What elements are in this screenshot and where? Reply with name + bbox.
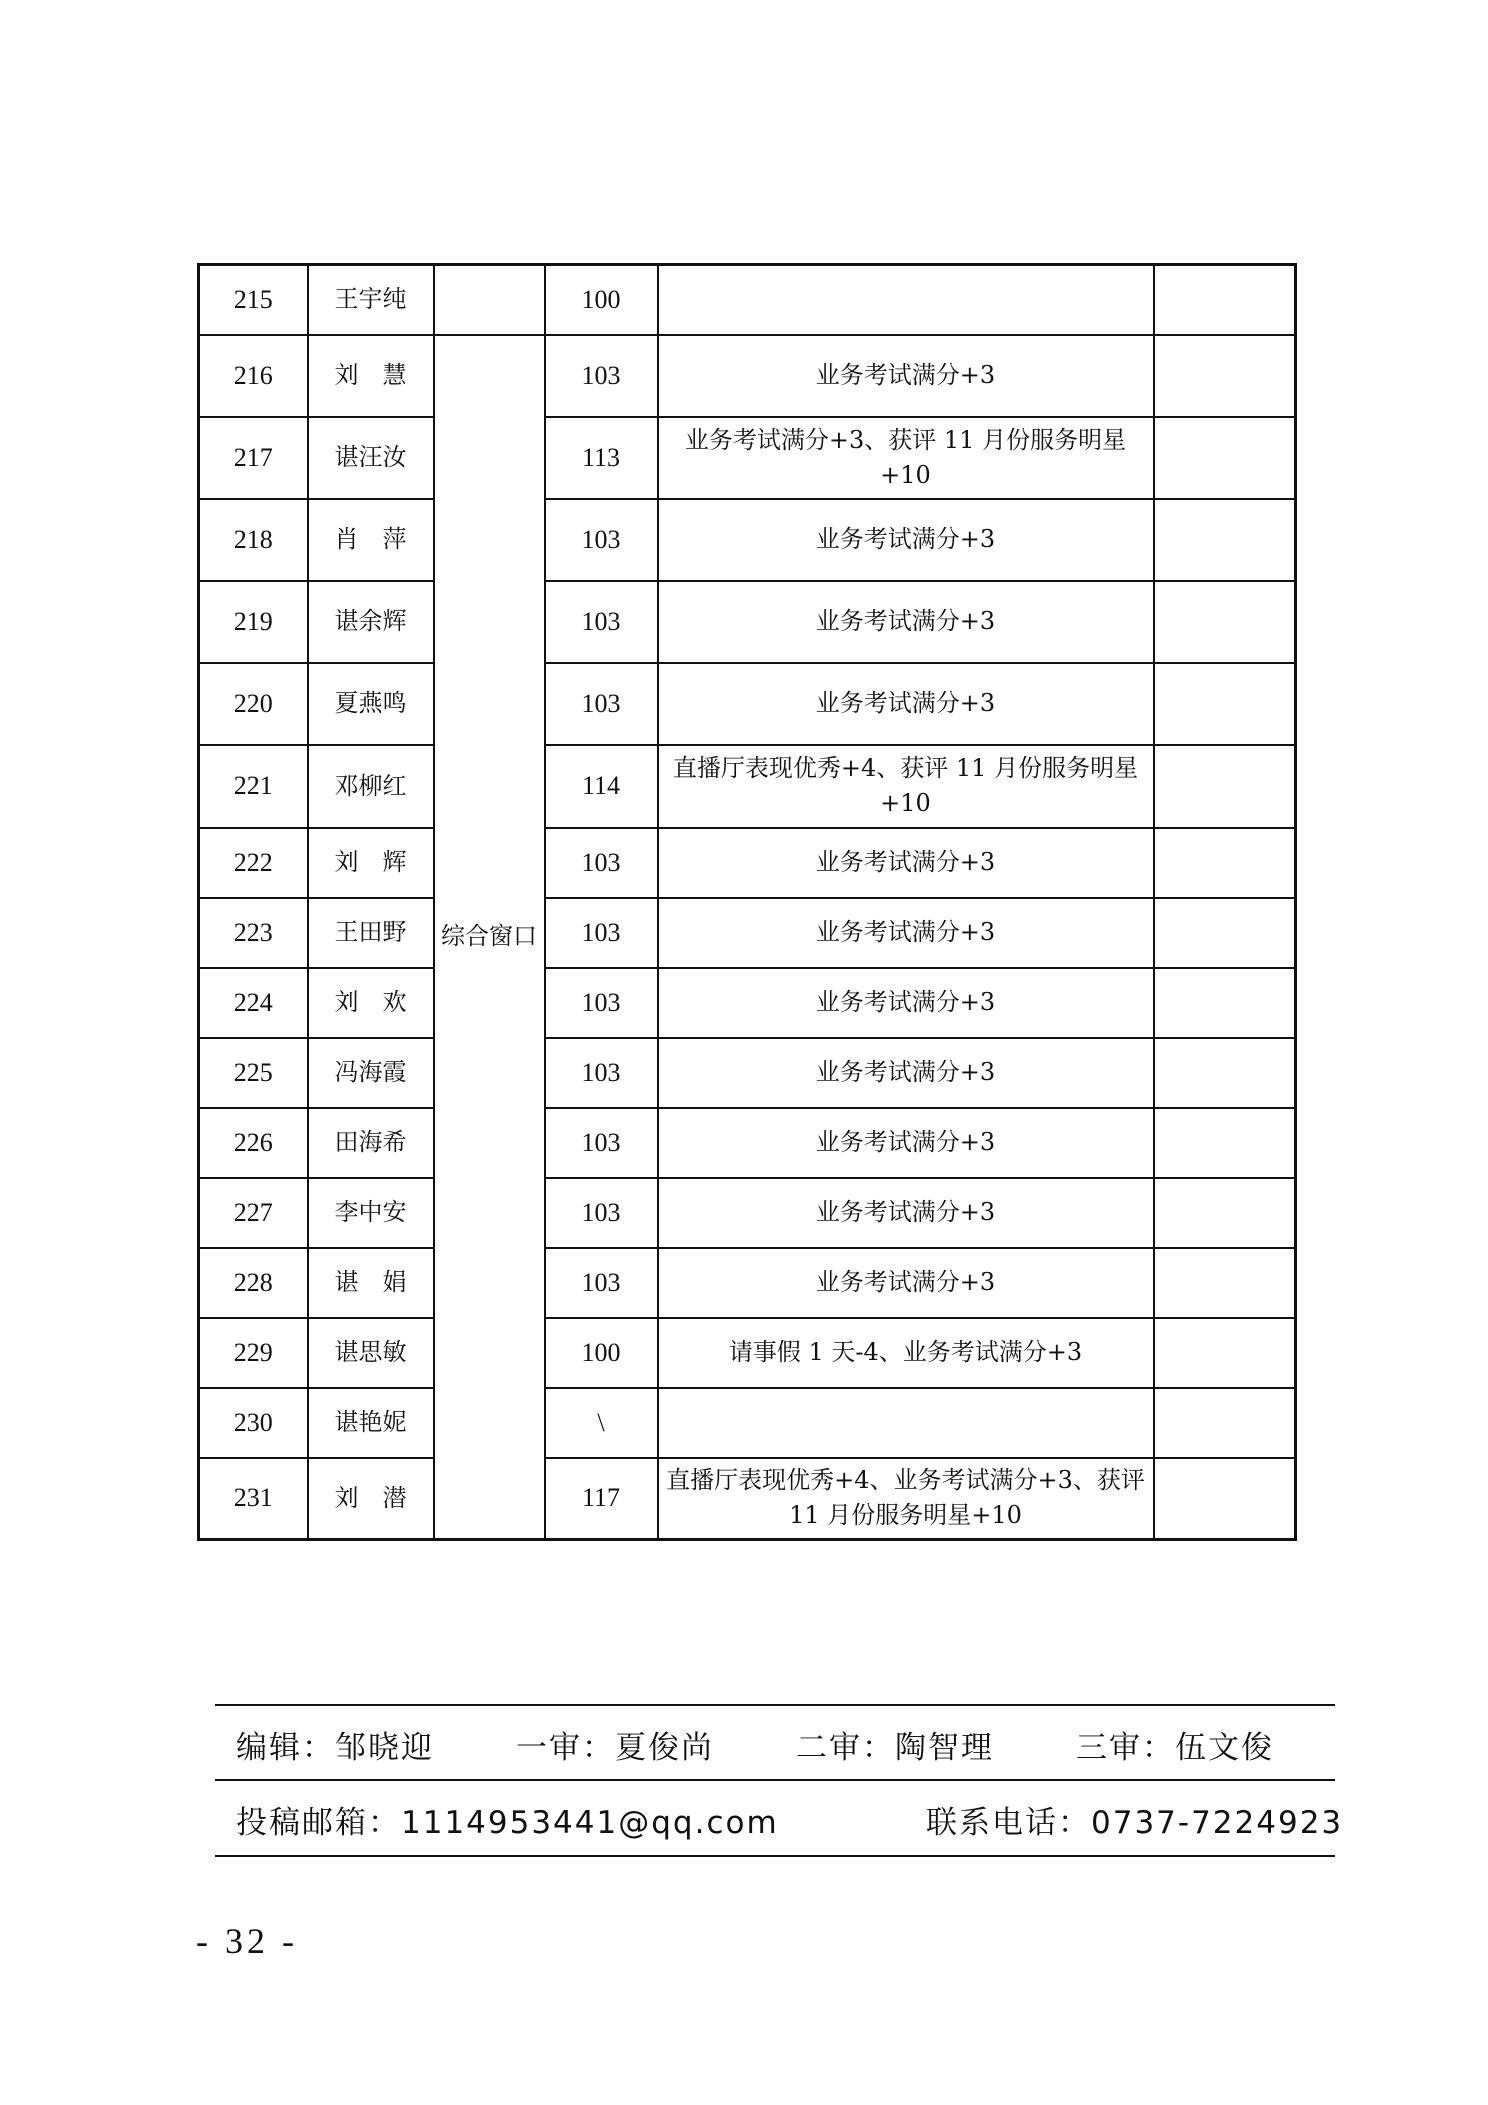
- row-name: 冯海霞: [308, 1038, 434, 1108]
- row-number: 215: [199, 265, 308, 335]
- row-note: 直播厅表现优秀+4、获评 11 月份服务明星+10: [658, 745, 1154, 828]
- row-name: 田海希: [308, 1108, 434, 1178]
- table-row: [199, 1388, 1296, 1458]
- row-note: [658, 1388, 1154, 1458]
- row-number: 218: [199, 499, 308, 581]
- row-score: 113: [545, 417, 658, 499]
- row-name: 夏燕鸣: [308, 663, 434, 745]
- row-note: 请事假 1 天-4、业务考试满分+3: [658, 1318, 1154, 1388]
- row-name: 谌 娟: [308, 1248, 434, 1318]
- row-score: \: [545, 1388, 658, 1458]
- row-name: 肖 萍: [308, 499, 434, 581]
- row-score: 103: [545, 1178, 658, 1248]
- row-number: 229: [199, 1318, 308, 1388]
- row-name: 刘 慧: [308, 335, 434, 417]
- row-number: 221: [199, 745, 308, 828]
- row-note: 业务考试满分+3: [658, 581, 1154, 663]
- row-name: 刘 辉: [308, 828, 434, 898]
- footer-phone: 联系电话：0737-7224923: [926, 1805, 1344, 1841]
- footer-second-review: 二审：陶智理: [796, 1730, 994, 1766]
- row-note: 直播厅表现优秀+4、业务考试满分+3、获评 11 月份服务明星+10: [658, 1458, 1154, 1540]
- table-row: [199, 898, 1296, 968]
- row-remark: [1154, 1248, 1296, 1318]
- row-note: 业务考试满分+3: [658, 499, 1154, 581]
- table-row: [199, 1038, 1296, 1108]
- row-score: 100: [545, 1318, 658, 1388]
- row-name: 谌思敏: [308, 1318, 434, 1388]
- row-name: 谌艳妮: [308, 1388, 434, 1458]
- row-note: 业务考试满分+3: [658, 335, 1154, 417]
- row-number: 230: [199, 1388, 308, 1458]
- row-score: 103: [545, 1248, 658, 1318]
- row-score: 103: [545, 335, 658, 417]
- row-remark: [1154, 265, 1296, 335]
- table-row: [199, 417, 1296, 499]
- row-score: 103: [545, 1108, 658, 1178]
- row-name: 王田野: [308, 898, 434, 968]
- footer-editor: 编辑：邹晓迎: [236, 1730, 434, 1766]
- row-department-empty: [434, 265, 545, 335]
- row-note: 业务考试满分+3、获评 11 月份服务明星+10: [658, 417, 1154, 499]
- footer-bottom-rule: [215, 1855, 1335, 1857]
- row-note: 业务考试满分+3: [658, 898, 1154, 968]
- row-remark: [1154, 335, 1296, 417]
- footer-third-review: 三审：伍文俊: [1076, 1730, 1274, 1766]
- row-score: 103: [545, 828, 658, 898]
- row-remark: [1154, 1178, 1296, 1248]
- table-row: [199, 1178, 1296, 1248]
- row-remark: [1154, 1318, 1296, 1388]
- row-note: 业务考试满分+3: [658, 1248, 1154, 1318]
- table-row: [199, 499, 1296, 581]
- row-number: 224: [199, 968, 308, 1038]
- page-number: - 32 -: [196, 1921, 298, 1961]
- row-note: 业务考试满分+3: [658, 663, 1154, 745]
- footer-top-rule: [215, 1704, 1335, 1706]
- row-number: 225: [199, 1038, 308, 1108]
- row-name: 刘 潜: [308, 1458, 434, 1540]
- row-remark: [1154, 417, 1296, 499]
- row-name: 王宇纯: [308, 265, 434, 335]
- row-score: 117: [545, 1458, 658, 1540]
- row-number: 216: [199, 335, 308, 417]
- row-score: 103: [545, 581, 658, 663]
- row-remark: [1154, 1388, 1296, 1458]
- row-number: 222: [199, 828, 308, 898]
- row-score: 103: [545, 1038, 658, 1108]
- table-row: [199, 1318, 1296, 1388]
- footer-first-review: 一审：夏俊尚: [516, 1730, 714, 1766]
- row-note: 业务考试满分+3: [658, 1108, 1154, 1178]
- row-remark: [1154, 1108, 1296, 1178]
- row-remark: [1154, 1038, 1296, 1108]
- row-number: 220: [199, 663, 308, 745]
- table-row: [199, 581, 1296, 663]
- row-score: 103: [545, 663, 658, 745]
- table-row: [199, 968, 1296, 1038]
- row-name: 谌汪汝: [308, 417, 434, 499]
- row-name: 刘 欢: [308, 968, 434, 1038]
- row-number: 226: [199, 1108, 308, 1178]
- table-row: [199, 1108, 1296, 1178]
- row-remark: [1154, 1458, 1296, 1540]
- row-remark: [1154, 828, 1296, 898]
- row-number: 228: [199, 1248, 308, 1318]
- table-row: [199, 745, 1296, 828]
- score-table: [197, 263, 1297, 1541]
- row-note: 业务考试满分+3: [658, 968, 1154, 1038]
- footer-middle-rule: [215, 1779, 1335, 1781]
- row-remark: [1154, 898, 1296, 968]
- department-cell: 综合窗口: [434, 335, 545, 1540]
- row-number: 227: [199, 1178, 308, 1248]
- table-row: [199, 1248, 1296, 1318]
- row-number: 217: [199, 417, 308, 499]
- footer-email: 投稿邮箱：1114953441@qq.com: [236, 1805, 779, 1841]
- row-score: 103: [545, 499, 658, 581]
- table-row: [199, 335, 1296, 417]
- row-name: 邓柳红: [308, 745, 434, 828]
- row-name: 李中安: [308, 1178, 434, 1248]
- row-number: 231: [199, 1458, 308, 1540]
- row-remark: [1154, 745, 1296, 828]
- row-note: [658, 265, 1154, 335]
- row-remark: [1154, 581, 1296, 663]
- row-note: 业务考试满分+3: [658, 828, 1154, 898]
- row-remark: [1154, 499, 1296, 581]
- row-name: 谌余辉: [308, 581, 434, 663]
- table-row: [199, 663, 1296, 745]
- table-row: [199, 828, 1296, 898]
- table-row: [199, 265, 1296, 335]
- row-score: 103: [545, 968, 658, 1038]
- row-remark: [1154, 663, 1296, 745]
- row-note: 业务考试满分+3: [658, 1178, 1154, 1248]
- row-score: 103: [545, 898, 658, 968]
- row-note: 业务考试满分+3: [658, 1038, 1154, 1108]
- row-remark: [1154, 968, 1296, 1038]
- table-row: [199, 1458, 1296, 1540]
- row-number: 219: [199, 581, 308, 663]
- row-number: 223: [199, 898, 308, 968]
- row-score: 100: [545, 265, 658, 335]
- row-score: 114: [545, 745, 658, 828]
